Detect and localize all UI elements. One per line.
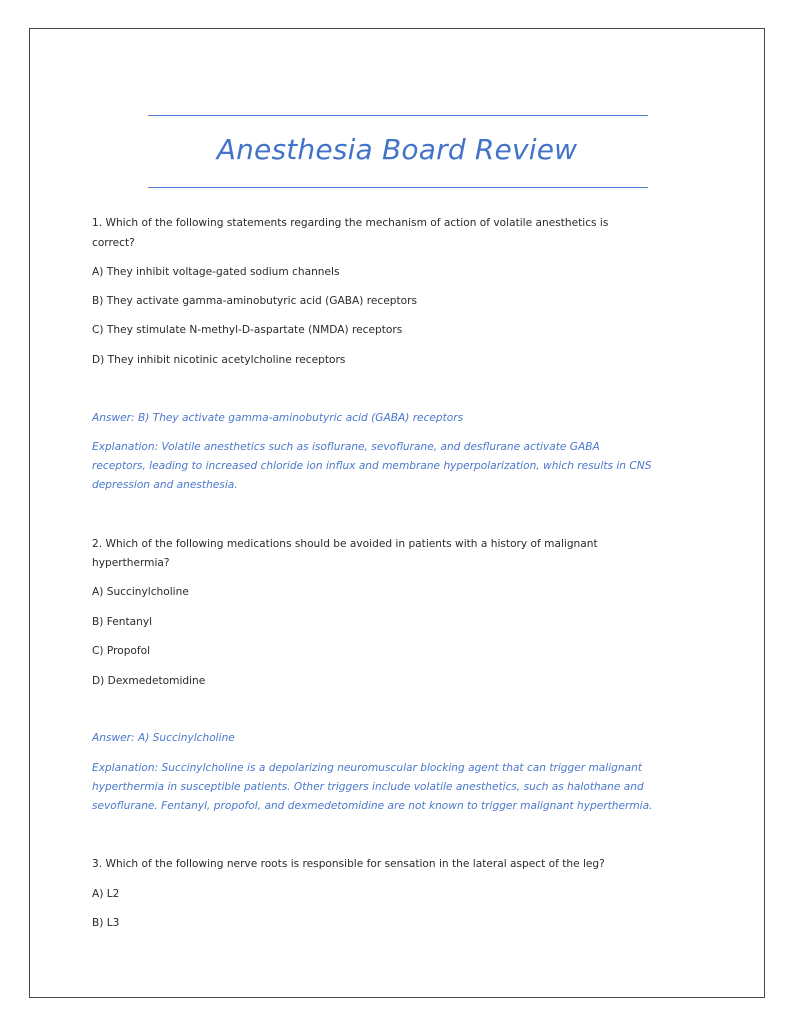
- page-title: Anesthesia Board Review: [216, 133, 578, 166]
- question-2-option-d: D) Dexmedetomidine: [92, 675, 206, 687]
- question-2-explanation-line-1: Explanation: Succinylcholine is a depolarizing neuromuscular blocking agent that can trigger malignant: [92, 762, 642, 774]
- question-2-explanation-line-2: hyperthermia in susceptible patients. Other triggers include volatile anesthetics, such as halothane and: [92, 781, 644, 793]
- document-page: [29, 28, 765, 998]
- question-2-option-a: A) Succinylcholine: [92, 586, 189, 598]
- question-1-option-b: B) They activate gamma-aminobutyric acid (GABA) receptors: [92, 295, 417, 307]
- question-2-stem-line-1: 2. Which of the following medications should be avoided in patients with a history of malignant: [92, 538, 598, 550]
- title-rule-bottom: [148, 187, 648, 188]
- question-2-explanation-line-3: sevoflurane. Fentanyl, propofol, and dexmedetomidine are not known to trigger malignant hyperthermia.: [92, 800, 653, 812]
- question-1-stem-line-1: 1. Which of the following statements regarding the mechanism of action of volatile anesthetics is: [92, 217, 609, 229]
- question-3-option-a: A) L2: [92, 888, 120, 900]
- question-1-answer: Answer: B) They activate gamma-aminobutyric acid (GABA) receptors: [92, 412, 464, 424]
- question-1-option-c: C) They stimulate N-methyl-D-aspartate (NMDA) receptors: [92, 324, 403, 336]
- question-3-option-b: B) L3: [92, 917, 120, 929]
- question-1-option-d: D) They inhibit nicotinic acetylcholine receptors: [92, 354, 346, 366]
- question-2-answer: Answer: A) Succinylcholine: [92, 732, 235, 744]
- question-1-explanation-line-2: receptors, leading to increased chloride ion influx and membrane hyperpolarization, which results in CNS: [92, 460, 652, 472]
- question-1-explanation-line-3: depression and anesthesia.: [92, 479, 238, 491]
- question-1-option-a: A) They inhibit voltage-gated sodium channels: [92, 266, 340, 278]
- question-3-stem-line-1: 3. Which of the following nerve roots is responsible for sensation in the lateral aspect of the leg?: [92, 858, 605, 870]
- question-1-explanation-line-1: Explanation: Volatile anesthetics such as isoflurane, sevoflurane, and desflurane activate GABA: [92, 441, 600, 453]
- question-2-option-c: C) Propofol: [92, 645, 151, 657]
- title-rule-top: [148, 115, 648, 116]
- question-2-stem-line-2: hyperthermia?: [92, 557, 170, 569]
- question-1-stem-line-2: correct?: [92, 237, 135, 249]
- question-2-option-b: B) Fentanyl: [92, 616, 153, 628]
